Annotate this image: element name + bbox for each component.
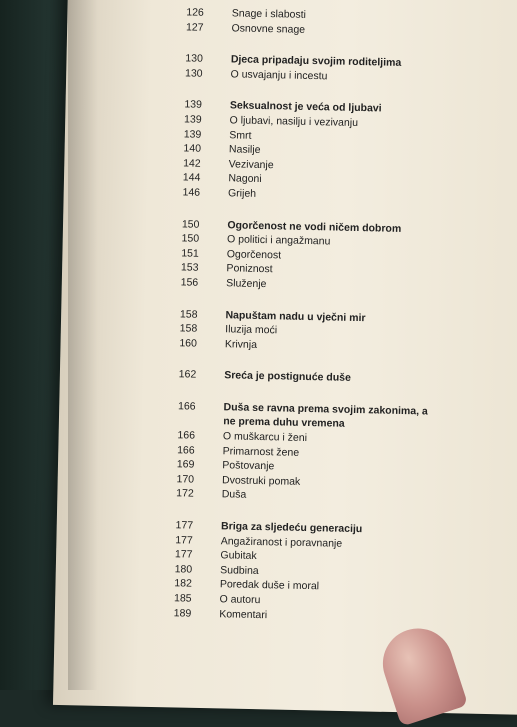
toc-entry-title: Angažiranost i poravnanje (220, 534, 343, 550)
toc-chapter-title: Ogorčenost ne vodi ničem dobrom (227, 218, 402, 235)
toc-page-number: 180 (174, 563, 193, 576)
toc-page-number: 160 (179, 337, 198, 350)
toc-page-number: 172 (176, 487, 194, 501)
toc-page-number: 126 (186, 6, 204, 19)
toc-page-number: 150 (181, 217, 200, 231)
toc-entry-title: Dvostruki pomak (221, 474, 301, 488)
toc-entry-title: Poniznost (226, 262, 273, 276)
toc-entry-title: Iluzija moći (225, 323, 278, 337)
toc-entry-title: Smrt (229, 128, 252, 142)
toc-page-number: 166 (177, 429, 196, 442)
toc-page-number: 130 (185, 52, 204, 65)
toc-entry-title: Komentari (219, 607, 268, 621)
toc-entry-title: Vezivanje (228, 158, 274, 171)
toc-entry-title: O ljubavi, nasilju i vezivanju (229, 114, 359, 129)
toc-chapter-title: Seksualnost je veća od ljubavi (229, 99, 382, 115)
toc-page-number: 189 (173, 606, 192, 620)
toc-page-number: 169 (176, 458, 195, 471)
toc-page-number: 177 (175, 533, 193, 547)
toc-page-number: 166 (177, 400, 196, 413)
toc-page-number: 162 (178, 368, 197, 381)
toc-chapter-title: Napuštam nadu u vječni mir (225, 308, 366, 324)
toc-page-number: 158 (179, 322, 198, 335)
toc-entry-title: O autoru (219, 593, 261, 607)
toc-page-number: 130 (184, 67, 203, 80)
toc-page-number: 142 (183, 157, 201, 170)
toc-page-number: 146 (182, 186, 201, 199)
toc-page-number: 177 (174, 548, 193, 561)
toc-page-number: 140 (183, 142, 202, 155)
toc-chapter-title: Briga za sljedeću generaciju (220, 520, 363, 536)
toc-page-number: 139 (183, 127, 202, 141)
toc-entry-title: Osnovne snage (231, 21, 306, 36)
table-of-contents (155, 5, 498, 627)
toc-entry-title: O usvajanju i incestu (230, 68, 328, 83)
toc-page-number: 158 (179, 307, 198, 321)
toc-page-number: 144 (182, 171, 201, 185)
toc-page-number: 177 (175, 519, 194, 532)
toc-entry-title: Ogorčenost (226, 248, 282, 262)
toc-entry-title: Nasilje (228, 143, 261, 157)
toc-entry-title: Snage i slabosti (231, 7, 307, 21)
toc-page-number: 127 (185, 20, 204, 34)
toc-page-number: 166 (177, 443, 195, 457)
toc-entry-title: Grijeh (227, 187, 257, 200)
toc-page-number: 182 (174, 577, 193, 591)
toc-entry-title: Krivnja (224, 337, 258, 351)
toc-page-number: 150 (181, 232, 200, 245)
toc-entry-title: Poštovanje (222, 459, 275, 473)
toc-chapter-title: Djeca pripadaju svojim roditeljima (230, 53, 402, 70)
toc-entry-title: Sudbina (220, 564, 259, 577)
toc-page-number: 139 (183, 113, 202, 126)
page-edge-shadow (68, 0, 98, 690)
toc-entry-title: Poredak duše i moral (219, 578, 320, 593)
toc-entry-title: Duša (221, 488, 247, 502)
toc-page-number (159, 413, 195, 414)
toc-chapter-title: Sreća je postignuće duše (224, 369, 351, 385)
toc-page-number: 139 (184, 98, 203, 112)
toc-entry-title: Služenje (226, 277, 267, 291)
toc-entry-title: O politici i angažmanu (226, 233, 331, 248)
toc-page-number: 156 (180, 276, 199, 289)
toc-entry-title: Primarnost žene (222, 444, 300, 459)
toc-page-number: 185 (173, 592, 192, 605)
toc-entry-title: Nagoni (228, 172, 262, 186)
toc-page-number: 170 (176, 473, 195, 486)
toc-chapter-title: ne prema duhu vremena (223, 415, 345, 431)
toc-page-number: 151 (181, 247, 199, 260)
toc-entry-title: Gubitak (220, 549, 257, 563)
toc-chapter-title: Duša se ravna prema svojim zakonima, a (223, 401, 428, 418)
toc-page-number: 153 (180, 261, 199, 275)
toc-entry-title: O muškarcu i ženi (222, 430, 308, 445)
